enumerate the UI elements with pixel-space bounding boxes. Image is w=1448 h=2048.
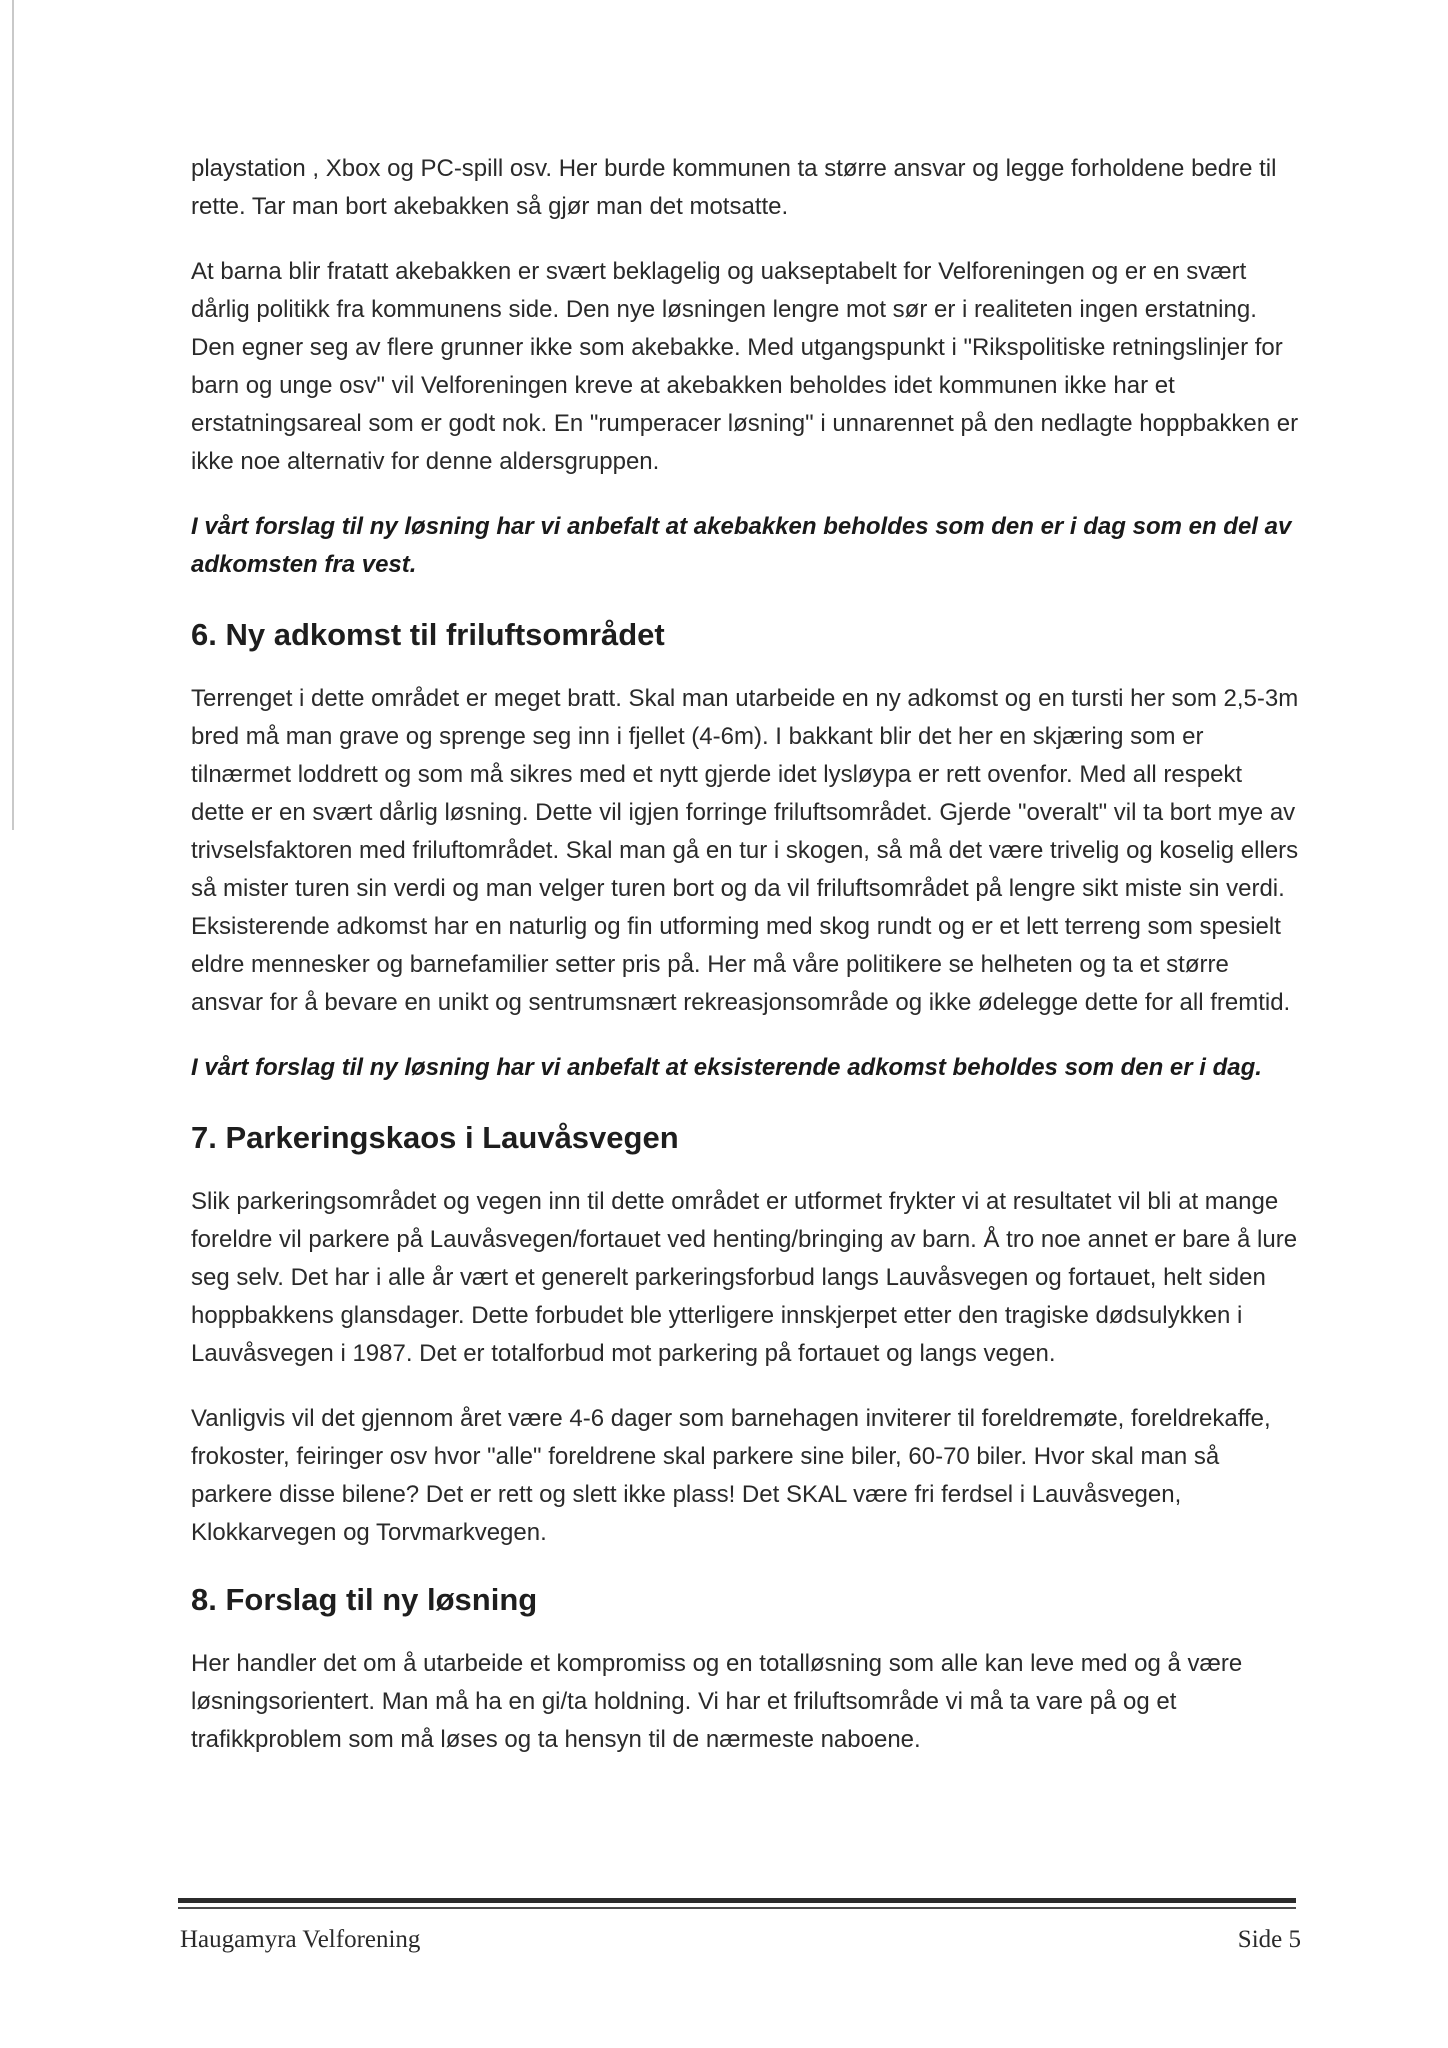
- section-heading-7: 7. Parkeringskaos i Lauvåsvegen: [191, 1120, 679, 1155]
- paragraph-akebakke: At barna blir fratatt akebakken er svært beklagelig og uakseptabelt for Velforeningen og er en svært dårlig politikk fra kommunens side. Den nye løsningen lengre mot sør er i realiteten ingen erstatning. Den egner seg av flere grunner ikke som akebakke. Med utgangspunkt i "Rikspolitiske retningslinjer for barn og unge osv" vil Velforeningen kreve at akebakken beholdes idet kommunen ikke har et erstatningsareal som er godt nok. En "rumperacer løsning" i unnarennet på den nedlagte hoppbakken er ikke noe alternativ for denne aldersgruppen.: [191, 258, 1299, 475]
- footer-divider-thin: [178, 1907, 1296, 1909]
- paragraph-proposal-akebakke: I vårt forslag til ny løsning har vi anbefalt at akebakken beholdes som den er i dag som en del av adkomsten fra vest.: [191, 513, 1292, 578]
- section-heading-6: 6. Ny adkomst til friluftsområdet: [191, 617, 665, 652]
- footer-organization: Haugamyra Velforening: [180, 1926, 421, 1953]
- paragraph-terreng: Terrenget i dette området er meget bratt. Skal man utarbeide en ny adkomst og en tursti her som 2,5-3m bred må man grave og sprenge seg inn i fjellet (4-6m). I bakkant blir det her en skjæring som er tilnærmet loddrett og som må sikres med et nytt gjerde idet lysløypa er rett ovenfor. Med all respekt dette er en svært dårlig løsning. Dette vil igjen forringe friluftsområdet. Gjerde "overalt" vil ta bort mye av trivselsfaktoren med friluftområdet. Skal man gå en tur i skogen, så må det være trivelig og koselig ellers så mister turen sin verdi og man velger turen bort og da vil friluftsområdet på lengre sikt miste sin verdi. Eksisterende adkomst har en naturlig og fin utforming med skog rundt og er et lett terreng som spesielt eldre mennesker og barnefamilier setter pris på. Her må våre politikere se helheten og ta et større ansvar for å bevare en unikt og sentrumsnært rekreasjonsområde og ikke ødelegge dette for all fremtid.: [191, 685, 1299, 1016]
- paragraph-barnehage: Vanligvis vil det gjennom året være 4-6 dager som barnehagen inviterer til foreldremøte, foreldrekaffe, frokoster, feiringer osv hvor "alle" foreldrene skal parkere sine biler, 60-70 biler. Hvor skal man så parkere disse bilene? Det er rett og slett ikke plass! Det SKAL være fri ferdsel i Lauvåsvegen, Klokkarvegen og Torvmarkvegen.: [191, 1405, 1271, 1546]
- paragraph-playstation: playstation , Xbox og PC-spill osv. Her burde kommunen ta større ansvar og legge forholdene bedre til rette. Tar man bort akebakken så gjør man det motsatte.: [191, 155, 1277, 220]
- section-heading-8: 8. Forslag til ny løsning: [191, 1582, 538, 1617]
- paragraph-proposal-adkomst: I vårt forslag til ny løsning har vi anbefalt at eksisterende adkomst beholdes som den er i dag.: [191, 1054, 1262, 1081]
- page-content: [191, 150, 1301, 1786]
- scan-edge-line: [12, 0, 14, 830]
- footer-page-number: Side 5: [1237, 1926, 1301, 1953]
- paragraph-parkering: Slik parkeringsområdet og vegen inn til dette området er utformet frykter vi at resultatet vil bli at mange foreldre vil parkere på Lauvåsvegen/fortauet ved henting/bringing av barn. Å tro noe annet er bare å lure seg selv. Det har i alle år vært et generelt parkeringsforbud langs Lauvåsvegen og fortauet, helt siden hoppbakkens glansdager. Dette forbudet ble ytterligere innskjerpet etter den tragiske dødsulykken i Lauvåsvegen i 1987. Det er totalforbud mot parkering på fortauet og langs vegen.: [191, 1188, 1298, 1367]
- footer-divider: [178, 1898, 1296, 1903]
- paragraph-kompromiss: Her handler det om å utarbeide et kompromiss og en totalløsning som alle kan leve med og å være løsningsorientert. Man må ha en gi/ta holdning. Vi har et friluftsområde vi må ta vare på og et trafikkproblem som må løses og ta hensyn til de nærmeste naboene.: [191, 1650, 1243, 1753]
